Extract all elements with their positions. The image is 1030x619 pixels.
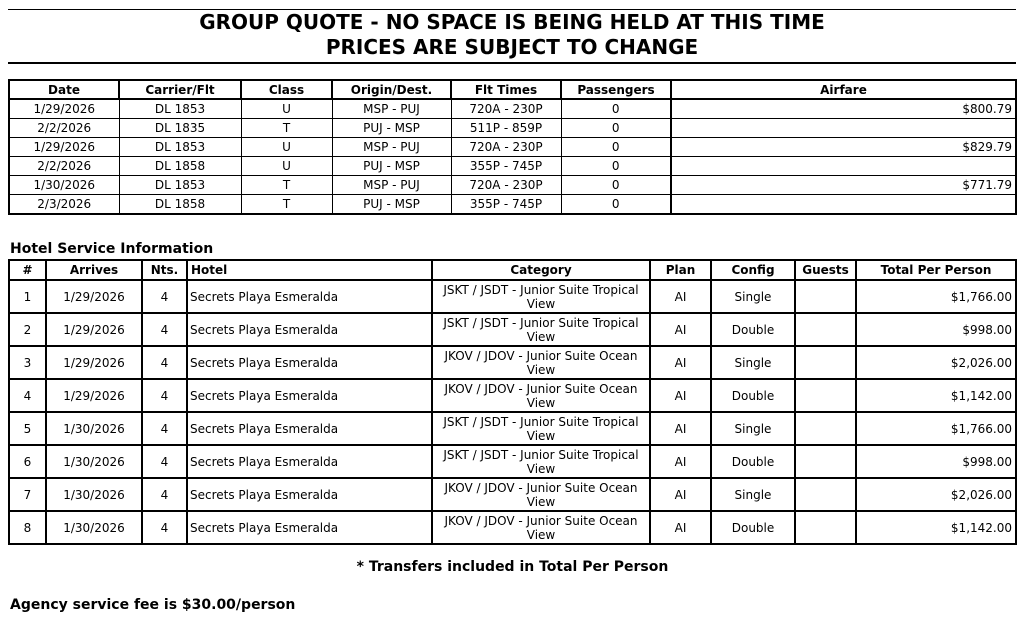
flight-date: 2/2/2026: [9, 157, 119, 176]
hotel-plan: AI: [650, 313, 711, 346]
hotel-arrives: 1/30/2026: [46, 412, 142, 445]
hotel-arrives: 1/29/2026: [46, 346, 142, 379]
flight-airfare: $829.79: [671, 138, 1016, 157]
hotel-total: $2,026.00: [856, 478, 1016, 511]
hotel-category: JKOV / JDOV - Junior Suite Ocean View: [432, 478, 650, 511]
flight-class: U: [241, 138, 332, 157]
hotel-plan: AI: [650, 379, 711, 412]
hotel-total: $998.00: [856, 313, 1016, 346]
hotel-name: Secrets Playa Esmeralda: [187, 412, 432, 445]
hotel-name: Secrets Playa Esmeralda: [187, 511, 432, 544]
flights-table: [8, 79, 1017, 215]
hotel-row: [9, 445, 1016, 478]
hotel-category: JKOV / JDOV - Junior Suite Ocean View: [432, 511, 650, 544]
hotel-guests: [795, 511, 856, 544]
hotel-plan: AI: [650, 478, 711, 511]
hotel-category: JSKT / JSDT - Junior Suite Tropical View: [432, 412, 650, 445]
hotel-num: 6: [9, 445, 46, 478]
flight-passengers: 0: [561, 99, 671, 119]
hotel-name: Secrets Playa Esmeralda: [187, 478, 432, 511]
flight-route: PUJ - MSP: [332, 195, 451, 215]
hotel-num: 2: [9, 313, 46, 346]
hotel-category: JSKT / JSDT - Junior Suite Tropical View: [432, 313, 650, 346]
col-airfare: Airfare: [671, 80, 1016, 99]
hotel-guests: [795, 412, 856, 445]
hotels-header-row: [9, 260, 1016, 280]
hotel-nights: 4: [142, 478, 187, 511]
flight-date: 1/30/2026: [9, 176, 119, 195]
col-carrier: Carrier/Flt: [119, 80, 241, 99]
flight-route: PUJ - MSP: [332, 157, 451, 176]
hotel-total: $1,766.00: [856, 412, 1016, 445]
col-hotel: Hotel: [187, 260, 432, 280]
hotel-num: 1: [9, 280, 46, 313]
hotel-config: Double: [711, 511, 795, 544]
hotel-config: Single: [711, 412, 795, 445]
hotels-table: [8, 259, 1017, 545]
hotel-row: [9, 346, 1016, 379]
header-line-1: GROUP QUOTE - NO SPACE IS BEING HELD AT THIS TIME: [199, 10, 825, 34]
hotel-row: [9, 511, 1016, 544]
hotel-category: JSKT / JSDT - Junior Suite Tropical View: [432, 445, 650, 478]
hotel-row: [9, 313, 1016, 346]
hotel-row: [9, 280, 1016, 313]
hotel-name: Secrets Playa Esmeralda: [187, 445, 432, 478]
hotel-category: JSKT / JSDT - Junior Suite Tropical View: [432, 280, 650, 313]
hotel-total: $1,142.00: [856, 379, 1016, 412]
hotel-num: 5: [9, 412, 46, 445]
flight-passengers: 0: [561, 138, 671, 157]
hotel-config: Single: [711, 280, 795, 313]
hotel-nights: 4: [142, 280, 187, 313]
flight-class: T: [241, 176, 332, 195]
flight-date: 1/29/2026: [9, 99, 119, 119]
hotel-arrives: 1/30/2026: [46, 445, 142, 478]
flight-passengers: 0: [561, 157, 671, 176]
flight-airfare: [671, 119, 1016, 138]
flight-row: [9, 195, 1016, 215]
flight-row: [9, 119, 1016, 138]
flight-airfare: [671, 157, 1016, 176]
col-class: Class: [241, 80, 332, 99]
flight-carrier: DL 1835: [119, 119, 241, 138]
hotel-nights: 4: [142, 379, 187, 412]
hotel-guests: [795, 280, 856, 313]
col-total-per-person: Total Per Person: [856, 260, 1016, 280]
col-nights: Nts.: [142, 260, 187, 280]
hotel-arrives: 1/29/2026: [46, 313, 142, 346]
hotel-guests: [795, 379, 856, 412]
flight-class: U: [241, 157, 332, 176]
col-guests: Guests: [795, 260, 856, 280]
hotel-plan: AI: [650, 280, 711, 313]
flight-date: 1/29/2026: [9, 138, 119, 157]
hotel-row: [9, 412, 1016, 445]
flight-class: T: [241, 119, 332, 138]
flight-carrier: DL 1853: [119, 176, 241, 195]
hotel-arrives: 1/30/2026: [46, 478, 142, 511]
flight-times: 720A - 230P: [451, 176, 561, 195]
col-num: #: [9, 260, 46, 280]
hotel-arrives: 1/29/2026: [46, 379, 142, 412]
flight-times: 720A - 230P: [451, 138, 561, 157]
flight-date: 2/3/2026: [9, 195, 119, 215]
hotel-config: Single: [711, 478, 795, 511]
flight-route: MSP - PUJ: [332, 176, 451, 195]
hotel-config: Double: [711, 445, 795, 478]
flight-row: [9, 99, 1016, 119]
flight-airfare: [671, 195, 1016, 215]
hotel-total: $1,766.00: [856, 280, 1016, 313]
flight-route: MSP - PUJ: [332, 99, 451, 119]
col-passengers: Passengers: [561, 80, 671, 99]
hotel-num: 8: [9, 511, 46, 544]
flight-class: T: [241, 195, 332, 215]
hotel-name: Secrets Playa Esmeralda: [187, 313, 432, 346]
hotel-total: $2,026.00: [856, 346, 1016, 379]
agency-fee-note: Agency service fee is $30.00/person: [10, 597, 296, 613]
hotel-plan: AI: [650, 412, 711, 445]
flights-header-row: [9, 80, 1016, 99]
hotel-row: [9, 478, 1016, 511]
flight-times: 355P - 745P: [451, 195, 561, 215]
flight-row: [9, 138, 1016, 157]
hotel-name: Secrets Playa Esmeralda: [187, 346, 432, 379]
flight-carrier: DL 1853: [119, 138, 241, 157]
hotel-config: Single: [711, 346, 795, 379]
flight-carrier: DL 1858: [119, 195, 241, 215]
hotel-section-title: Hotel Service Information: [10, 241, 214, 257]
hotel-nights: 4: [142, 346, 187, 379]
hotel-nights: 4: [142, 412, 187, 445]
col-plan: Plan: [650, 260, 711, 280]
flight-row: [9, 176, 1016, 195]
hotel-num: 3: [9, 346, 46, 379]
flight-carrier: DL 1853: [119, 99, 241, 119]
hotel-arrives: 1/29/2026: [46, 280, 142, 313]
hotel-config: Double: [711, 313, 795, 346]
hotel-name: Secrets Playa Esmeralda: [187, 379, 432, 412]
flight-row: [9, 157, 1016, 176]
transfers-note: * Transfers included in Total Per Person: [356, 559, 669, 575]
hotel-total: $1,142.00: [856, 511, 1016, 544]
hotel-name: Secrets Playa Esmeralda: [187, 280, 432, 313]
hotel-nights: 4: [142, 313, 187, 346]
hotel-guests: [795, 445, 856, 478]
hotel-guests: [795, 313, 856, 346]
flight-date: 2/2/2026: [9, 119, 119, 138]
flight-times: 720A - 230P: [451, 99, 561, 119]
hotel-category: JKOV / JDOV - Junior Suite Ocean View: [432, 346, 650, 379]
flight-passengers: 0: [561, 195, 671, 215]
hotel-guests: [795, 478, 856, 511]
hotel-row: [9, 379, 1016, 412]
hotel-arrives: 1/30/2026: [46, 511, 142, 544]
hotel-plan: AI: [650, 511, 711, 544]
hotel-plan: AI: [650, 346, 711, 379]
flight-route: PUJ - MSP: [332, 119, 451, 138]
hotel-config: Double: [711, 379, 795, 412]
hotel-category: JKOV / JDOV - Junior Suite Ocean View: [432, 379, 650, 412]
flight-airfare: $771.79: [671, 176, 1016, 195]
col-flt-times: Flt Times: [451, 80, 561, 99]
hotel-num: 7: [9, 478, 46, 511]
flight-class: U: [241, 99, 332, 119]
flight-passengers: 0: [561, 119, 671, 138]
flight-times: 511P - 859P: [451, 119, 561, 138]
header-line-2: PRICES ARE SUBJECT TO CHANGE: [325, 35, 699, 59]
flight-airfare: $800.79: [671, 99, 1016, 119]
hotel-nights: 4: [142, 511, 187, 544]
flight-route: MSP - PUJ: [332, 138, 451, 157]
flight-passengers: 0: [561, 176, 671, 195]
quote-header: [8, 9, 1016, 64]
hotel-total: $998.00: [856, 445, 1016, 478]
hotel-guests: [795, 346, 856, 379]
hotel-nights: 4: [142, 445, 187, 478]
flight-carrier: DL 1858: [119, 157, 241, 176]
hotel-plan: AI: [650, 445, 711, 478]
col-category: Category: [432, 260, 650, 280]
flight-times: 355P - 745P: [451, 157, 561, 176]
hotel-num: 4: [9, 379, 46, 412]
col-date: Date: [9, 80, 119, 99]
col-config: Config: [711, 260, 795, 280]
col-origin-dest: Origin/Dest.: [332, 80, 451, 99]
col-arrives: Arrives: [46, 260, 142, 280]
